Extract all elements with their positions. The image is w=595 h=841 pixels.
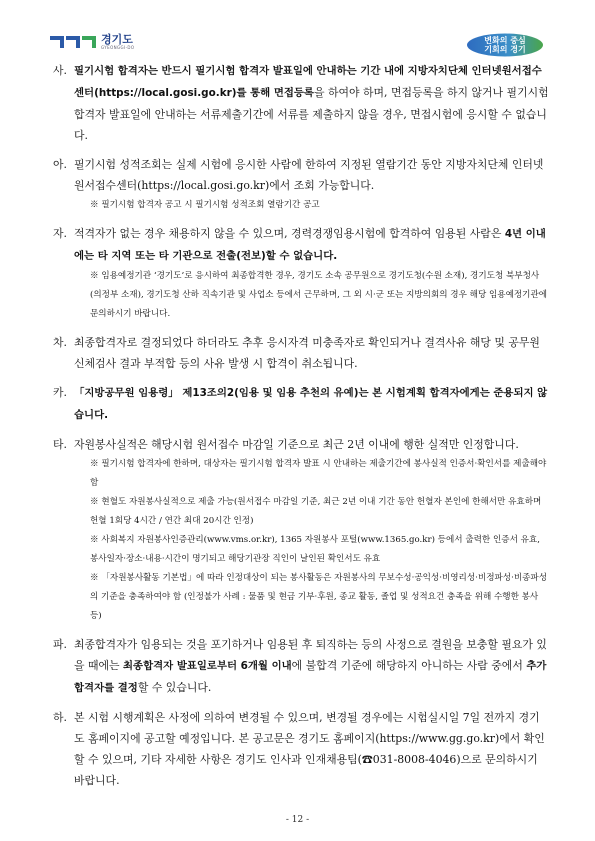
item-text: [74, 634, 550, 699]
item-notes: [74, 455, 550, 626]
notice-item: [53, 382, 550, 426]
note-text: ※ 필기시험 합격자에 한하며, 대상자는 필기시험 합격자 발표 시 안내하는 제출기간에 봉사실적 인증서·확인서를 제출해야 함: [90, 459, 547, 488]
emphasized-text: 추가합격자를 결정: [74, 660, 547, 694]
page-header: [0, 0, 595, 64]
note-text: ※ 현혈도 자원봉사실적으로 제출 가능(원서접수 마감일 기준, 최근 2년 이내 기간 동안 헌혈자 본인에 한해서만 유효하며 헌혈 1회당 4시간 / 연간 최대 20시간 인정): [90, 497, 542, 526]
gyeonggi-logo-mark-icon: [50, 36, 96, 48]
body-text: 자원봉사실적은 해당시험 원서접수 마감일 기준으로 최근 2년 이내에 행한 실적만 인정합니다.: [74, 438, 519, 451]
body-text: 에 불합격 기준에 해당하지 아니하는 사람 중에서: [291, 659, 527, 672]
item-text: [74, 382, 550, 426]
item-text: [74, 707, 550, 791]
notice-item: [53, 154, 550, 215]
notice-item: [53, 223, 550, 324]
body-text: 최종합격자로 결정되었다 하더라도 추후 응시자격 미충족자로 확인되거나 결격사유 해당 및 공무원신체검사 결과 부적합 등의 사유 발생 시 합격이 취소됩니다.: [74, 336, 540, 370]
item-text: [74, 60, 550, 146]
note-text: ※ 임용예정기관 ‘경기도’로 응시하여 최종합격한 경우, 경기도 소속 공무원으로 경기도청(수원 소재), 경기도청 북부청사(의정부 소재), 경기도청 산하 직속기관 및 사업소 등에서 근무하며, 그 외 시·군 또는 지방의회의 경우 해당 임용예정기관에 문의하시기 바랍니다.: [90, 271, 548, 319]
note-text: ※ 사회복지 자원봉사인증관리(www.vms.or.kr), 1365 자원봉사 포털(www.1365.go.kr) 등에서 출력한 인증서 유효, 봉사일자·장소·내용·시간이 명기되고 해당기관장 직인이 날인된 확인서도 유효: [90, 535, 540, 564]
item-label: 하.: [53, 711, 67, 724]
item-text: [74, 154, 550, 196]
emphasized-text: 「지방공무원 임용령」 제13조의2(임용 및 임용 추천의 유예)는 본 시험계획 합격자에게는 준용되지 않습니다.: [74, 387, 548, 421]
item-label: 아.: [53, 158, 67, 171]
body-text: 필기시험 성적조회는 실제 시험에 응시한 사람에 한하여 지정된 열람기간 동안 지방자치단체 인터넷원서접수센터(https://local.gosi.go.kr)에서 조회 가능합니다.: [74, 158, 544, 192]
notice-body: [53, 60, 550, 799]
body-text: 을 하여야 하며, 면접등록을 하지 않거나 필기시험 합격자 발표일에 안내하는 서류제출기간에 서류를 제출하지 않을 경우, 면접시험에 응시할 수 없습니다.: [74, 86, 549, 142]
slogan-badge: [466, 33, 544, 57]
note-text: ※ 필기시험 합격자 공고 시 필기시험 성적조회 열람기간 공고: [90, 200, 320, 210]
item-label: 자.: [53, 227, 67, 240]
item-label: 카.: [53, 386, 67, 399]
emphasized-text: 최종합격자 발표일로부터 6개월 이내: [123, 660, 292, 672]
body-text: 적격자가 없는 경우 채용하지 않을 수 있으며, 경력경쟁임용시험에 합격하여 임용된 사람은: [74, 227, 505, 240]
item-label: 차.: [53, 336, 67, 349]
emphasized-text: 4년 이내에는 타 지역 또는 타 기관으로 전출(전보)할 수 없습니다.: [74, 228, 546, 262]
logo-text: 경기도: [101, 33, 133, 46]
item-label: 파.: [53, 638, 67, 651]
page-number: - 12 -: [285, 815, 310, 825]
notice-item: [53, 434, 550, 626]
notice-item: [53, 634, 550, 699]
slogan-text: 변화의 중심 기회의 경기: [484, 36, 526, 54]
body-text: 본 시험 시행계획은 사정에 의하여 변경될 수 있으며, 변경될 경우에는 시험실시일 7일 전까지 경기도 홈페이지에 공고할 예정입니다. 본 공고문은 경기도 홈페이지(https://www.gg.go.kr)에서 확인할 수 있으며, 기타 자세한 사항은 경기도 인사과 인재채용팀(☎031-8008-4046)으로 문의하시기 바랍니다.: [74, 711, 545, 787]
body-text: 최종합격자가 임용되는 것을 포기하거나 임용된 후 퇴직하는 등의 사정으로 결원을 보충할 필요가 있을 때에는: [74, 638, 547, 672]
notice-item: [53, 707, 550, 791]
item-label: 사.: [53, 64, 67, 77]
item-text: [74, 434, 550, 455]
item-notes: [74, 196, 550, 215]
item-notes: [74, 267, 550, 324]
body-text: 할 수 있습니다.: [137, 681, 212, 694]
note-text: ※ 「자원봉사활동 기본법」에 따라 인정대상이 되는 봉사활동은 자원봉사의 무보수성·공익성·비영리성·비정파성·비종파성의 기준을 충족하여야 함 (인정불가 사례 : 물품 및 현금 기부·후원, 종교 활동, 졸업 및 성적요건 충족을 위해 수행한 봉사 등): [90, 573, 548, 621]
notice-item: [53, 60, 550, 146]
item-text: [74, 223, 550, 267]
emphasized-text: 필기시험 합격자는 반드시 필기시험 합격자 발표일에 안내하는 기간 내에 지방자치단체 인터넷원서접수센터(https://local.gosi.go.kr)를 통해 면접등록: [74, 65, 542, 99]
item-text: [74, 332, 550, 374]
item-label: 타.: [53, 438, 67, 451]
logo-subtext: GYEONGGI-DO: [101, 45, 135, 50]
gyeonggi-logo: [50, 34, 134, 50]
notice-item: [53, 332, 550, 374]
